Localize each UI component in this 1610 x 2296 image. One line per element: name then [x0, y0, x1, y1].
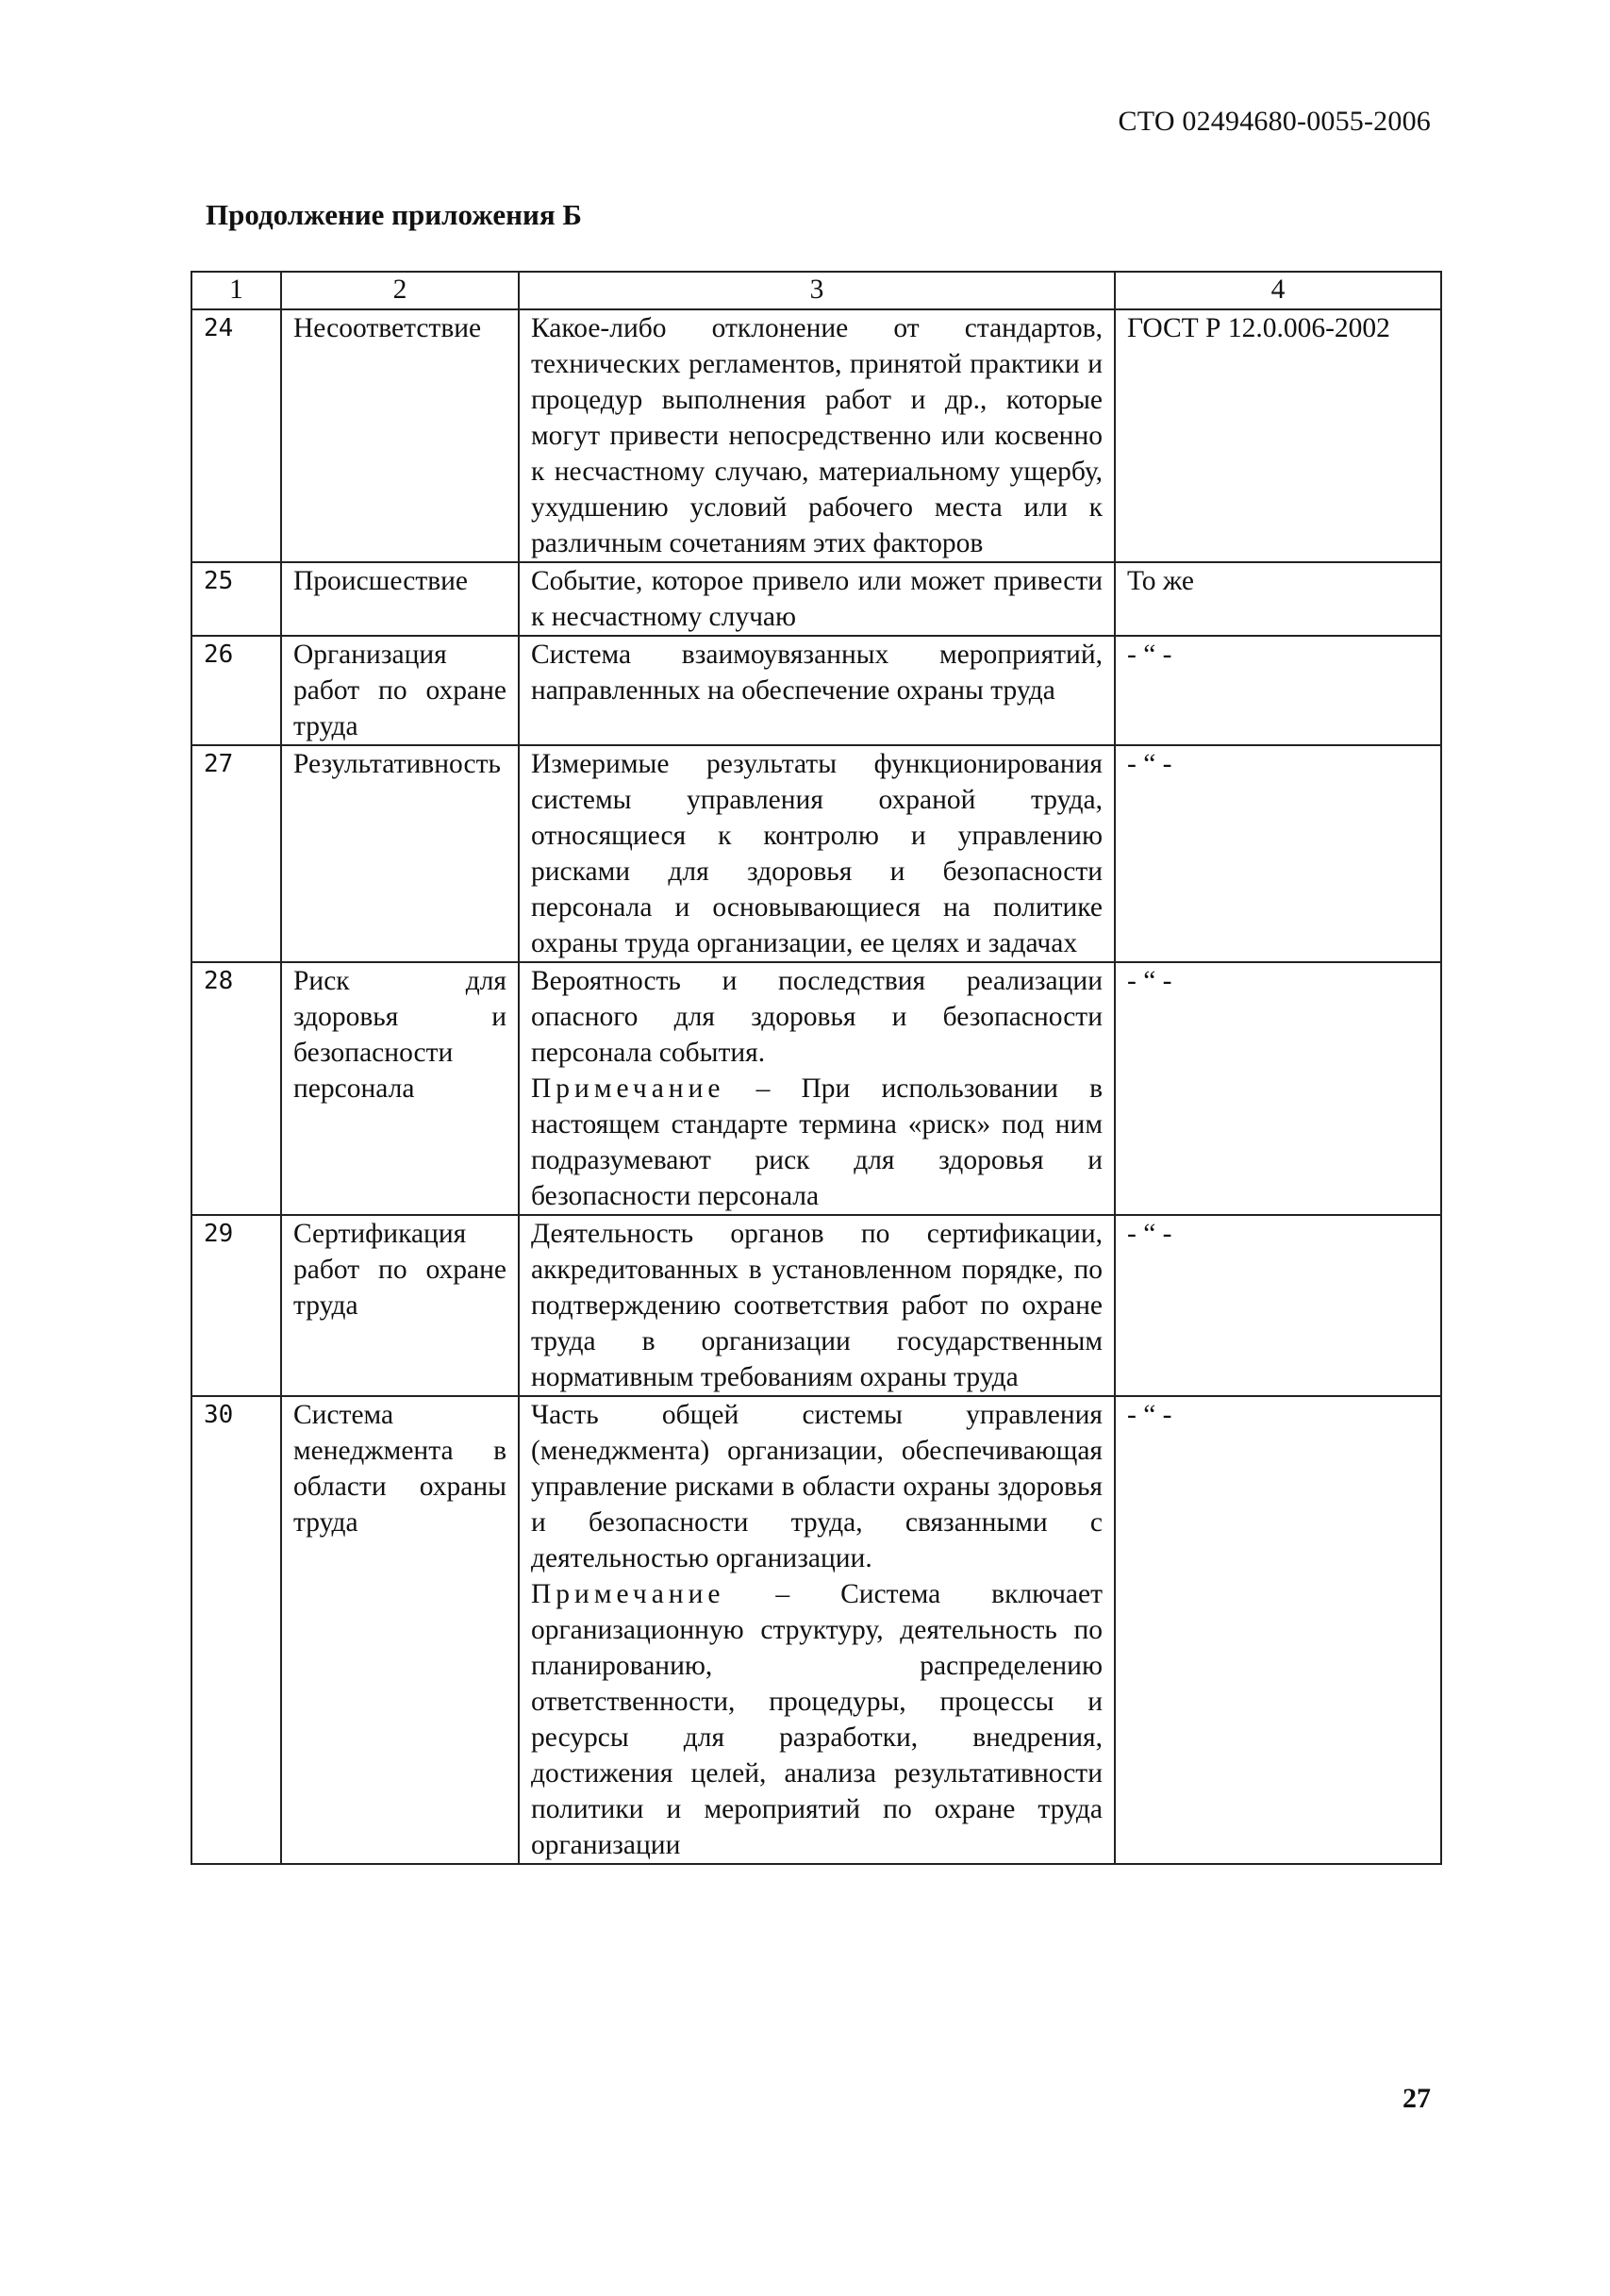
term-name: Происшествие [281, 562, 519, 636]
term-source: - “ - [1115, 1396, 1441, 1864]
definition-text: Часть общей системы управления (менеджмента) организации, обеспечивающая управление рисками в области охраны здоровья и безопасности труда, связанными с деятельностью организации. [531, 1400, 1103, 1573]
table-row [191, 1215, 1441, 1396]
definition-text: Деятельность органов по сертификации, аккредитованных в установленном порядке, по подтверждению соответствия работ по охране труда в организации государственным нормативным требованиям охраны труда [531, 1219, 1103, 1392]
term-definition [519, 309, 1115, 562]
column-header: 2 [281, 272, 519, 309]
term-number: 27 [191, 745, 281, 962]
term-definition [519, 562, 1115, 636]
term-source: - “ - [1115, 745, 1441, 962]
table-row [191, 562, 1441, 636]
term-number: 26 [191, 636, 281, 745]
column-header: 1 [191, 272, 281, 309]
page-number: 27 [1403, 2083, 1431, 2114]
term-number: 28 [191, 962, 281, 1215]
term-name: Несоответствие [281, 309, 519, 562]
term-number: 29 [191, 1215, 281, 1396]
table-row [191, 1396, 1441, 1864]
section-title: Продолжение приложения Б [206, 198, 582, 231]
term-definition [519, 636, 1115, 745]
term-source: - “ - [1115, 962, 1441, 1215]
note-label: Примечание [531, 1073, 725, 1104]
definition-text: Какое-либо отклонение от стандартов, технических регламентов, принятой практики и процедур выполнения работ и др., которые могут привести непосредственно или косвенно к несчастному случаю, материальному ущербу, ухудшению условий рабочего места или к различным сочетаниям этих факторов [531, 313, 1103, 558]
term-name: Результативность [281, 745, 519, 962]
term-source: ГОСТ Р 12.0.006-2002 [1115, 309, 1441, 562]
term-source: То же [1115, 562, 1441, 636]
term-definition [519, 1396, 1115, 1864]
term-number: 30 [191, 1396, 281, 1864]
terms-table [191, 271, 1442, 1865]
term-definition [519, 1215, 1115, 1396]
definition-text: Система взаимоувязанных мероприятий, направленных на обеспечение охраны труда [531, 640, 1103, 706]
term-name: Риск для здоровья и безопасности персонала [281, 962, 519, 1215]
definition-text: Событие, которое привело или может привести к несчастному случаю [531, 566, 1103, 632]
note-label: Примечание [531, 1579, 725, 1609]
column-header: 3 [519, 272, 1115, 309]
table-header-row [191, 272, 1441, 309]
definition-text: Вероятность и последствия реализации опасного для здоровья и безопасности персонала события. [531, 966, 1103, 1068]
term-number: 25 [191, 562, 281, 636]
term-definition [519, 962, 1115, 1215]
column-header: 4 [1115, 272, 1441, 309]
document-code: СТО 02494680-0055-2006 [1118, 106, 1431, 137]
table-row [191, 309, 1441, 562]
table-row [191, 745, 1441, 962]
definition-text: Измеримые результаты функционирования системы управления охраной труда, относящиеся к контролю и управлению рисками для здоровья и безопасности персонала и основывающиеся на политике охраны труда организации, ее целях и задачах [531, 749, 1103, 958]
term-source: - “ - [1115, 636, 1441, 745]
term-definition [519, 745, 1115, 962]
term-name: Сертификация работ по охране труда [281, 1215, 519, 1396]
term-number: 24 [191, 309, 281, 562]
term-source: - “ - [1115, 1215, 1441, 1396]
note-text: – Система включает организационную структуру, деятельность по планированию, распределению ответственности, процедуры, процессы и ресурсы для разработки, внедрения, достижения целей, анализа результативности политики и мероприятий по охране труда организации [531, 1579, 1103, 1860]
table-row [191, 962, 1441, 1215]
term-name: Организация работ по охране труда [281, 636, 519, 745]
table-row [191, 636, 1441, 745]
note-text: – При использовании в настоящем стандарте термина «риск» под ним подразумевают риск для здоровья и безопасности персонала [531, 1073, 1103, 1211]
term-name: Система менеджмента в области охраны труда [281, 1396, 519, 1864]
